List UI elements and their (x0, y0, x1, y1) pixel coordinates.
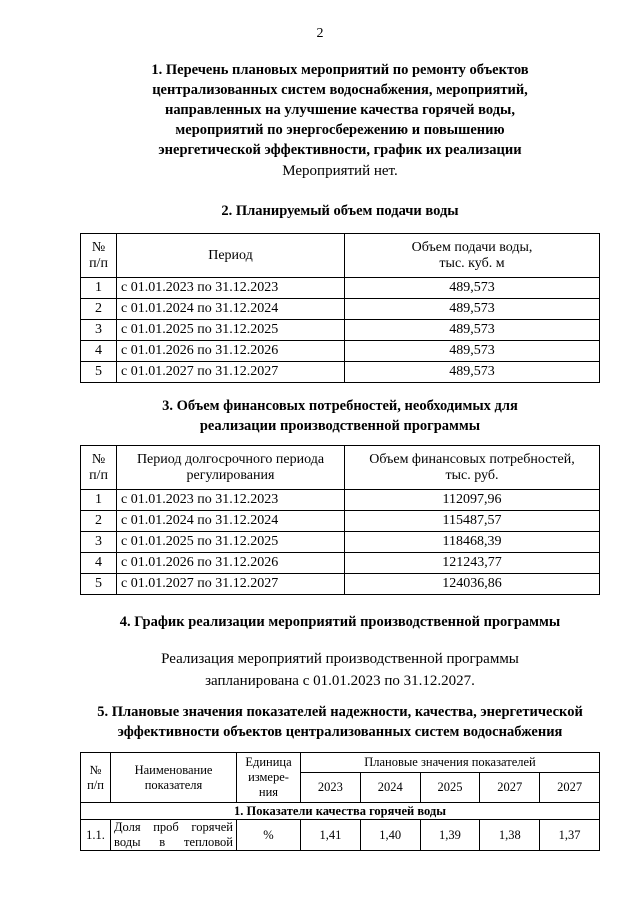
section1-title-line: централизованных систем водоснабжения, мероприятий, (152, 82, 528, 98)
table-header-row (81, 234, 600, 278)
table-header-row (81, 446, 600, 490)
section4-text-line: Реализация мероприятий производственной программы (161, 651, 519, 667)
table-row (81, 574, 600, 595)
row-period: с 01.01.2025 по 31.12.2025 (117, 320, 345, 341)
row-name: Доля проб горячей воды в тепловой (111, 820, 237, 851)
row-value: 118468,39 (345, 532, 600, 553)
table-row (81, 299, 600, 320)
header-num: № п/п (81, 446, 117, 490)
row-value: 124036,86 (345, 574, 600, 595)
section4-title-line: 4. График реализации мероприятий производственной программы (119, 614, 561, 630)
row-num: 1 (81, 278, 117, 299)
header-plan: Плановые значения показателей (301, 753, 600, 773)
section2-title-line: 2. Планируемый объем подачи воды (221, 203, 459, 219)
table-group-row (81, 803, 600, 820)
section4-text-line: запланирована с 01.01.2023 по 31.12.2027. (205, 673, 475, 689)
section3-title (80, 396, 600, 436)
row-value: 489,573 (345, 341, 600, 362)
row-value: 1,40 (360, 820, 420, 851)
row-period: с 01.01.2024 по 31.12.2024 (117, 511, 345, 532)
row-value: 115487,57 (345, 511, 600, 532)
row-num: 5 (81, 574, 117, 595)
header-year: 2023 (301, 773, 361, 803)
row-num: 4 (81, 341, 117, 362)
row-num: 2 (81, 511, 117, 532)
table-row (81, 341, 600, 362)
section4-text (60, 648, 620, 692)
header-num: № п/п (81, 753, 111, 803)
section1-title-line: направленных на улучшение качества горячей воды, (164, 102, 515, 118)
row-unit: % (237, 820, 301, 851)
row-value: 489,573 (345, 278, 600, 299)
row-value: 489,573 (345, 362, 600, 383)
section1-title-line: энергетической эффективности, график их реализации (158, 142, 522, 158)
indicators-table (80, 752, 600, 851)
row-period: с 01.01.2024 по 31.12.2024 (117, 299, 345, 320)
section2-title (80, 201, 600, 221)
header-year: 2025 (420, 773, 480, 803)
table-row (81, 490, 600, 511)
header-volume: Объем подачи воды, тыс. куб. м (345, 234, 600, 278)
row-period: с 01.01.2026 по 31.12.2026 (117, 341, 345, 362)
row-value: 1,41 (301, 820, 361, 851)
row-period: с 01.01.2025 по 31.12.2025 (117, 532, 345, 553)
group-title: 1. Показатели качества горячей воды (81, 803, 600, 820)
row-period: с 01.01.2023 по 31.12.2023 (117, 278, 345, 299)
row-period: с 01.01.2026 по 31.12.2026 (117, 553, 345, 574)
header-year: 2027 (540, 773, 600, 803)
header-num: № п/п (81, 234, 117, 278)
section1-note: Мероприятий нет. (282, 163, 398, 179)
header-name: Наименование показателя (111, 753, 237, 803)
row-value: 1,39 (420, 820, 480, 851)
row-value: 1,37 (540, 820, 600, 851)
table-row (81, 320, 600, 341)
row-num: 3 (81, 532, 117, 553)
section5-title-line: 5. Плановые значения показателей надежности, качества, энергетической (97, 704, 583, 720)
row-value: 112097,96 (345, 490, 600, 511)
row-period: с 01.01.2027 по 31.12.2027 (117, 574, 345, 595)
table-row (81, 553, 600, 574)
row-num: 4 (81, 553, 117, 574)
row-value: 121243,77 (345, 553, 600, 574)
table-row (81, 511, 600, 532)
row-period: с 01.01.2023 по 31.12.2023 (117, 490, 345, 511)
row-num: 1.1. (81, 820, 111, 851)
financial-needs-table (80, 445, 600, 595)
section3-title-line: 3. Объем финансовых потребностей, необходимых для (162, 398, 518, 414)
water-volume-table (80, 233, 600, 383)
table-row (81, 278, 600, 299)
row-num: 5 (81, 362, 117, 383)
section1-title (80, 60, 600, 160)
row-num: 2 (81, 299, 117, 320)
row-value: 1,38 (480, 820, 540, 851)
header-year: 2024 (360, 773, 420, 803)
table-header-row (81, 753, 600, 773)
row-num: 3 (81, 320, 117, 341)
section1-title-line: 1. Перечень плановых мероприятий по ремонту объектов (151, 62, 529, 78)
header-period: Период (117, 234, 345, 278)
header-period: Период долгосрочного периода регулирования (117, 446, 345, 490)
table-row (81, 532, 600, 553)
header-unit: Единица измере- ния (237, 753, 301, 803)
row-num: 1 (81, 490, 117, 511)
row-value: 489,573 (345, 320, 600, 341)
row-period: с 01.01.2027 по 31.12.2027 (117, 362, 345, 383)
section5-title (40, 702, 640, 742)
section3-title-line: реализации производственной программы (199, 418, 481, 434)
table-row (81, 820, 600, 851)
section5-title-line: эффективности объектов централизованных систем водоснабжения (117, 724, 563, 740)
header-year: 2027 (480, 773, 540, 803)
section1-title-line: мероприятий по энергосбережению и повышению (175, 122, 505, 138)
row-value: 489,573 (345, 299, 600, 320)
table-row (81, 362, 600, 383)
section4-title (40, 612, 640, 632)
page-number: 2 (316, 26, 324, 41)
header-financial: Объем финансовых потребностей, тыс. руб. (345, 446, 600, 490)
